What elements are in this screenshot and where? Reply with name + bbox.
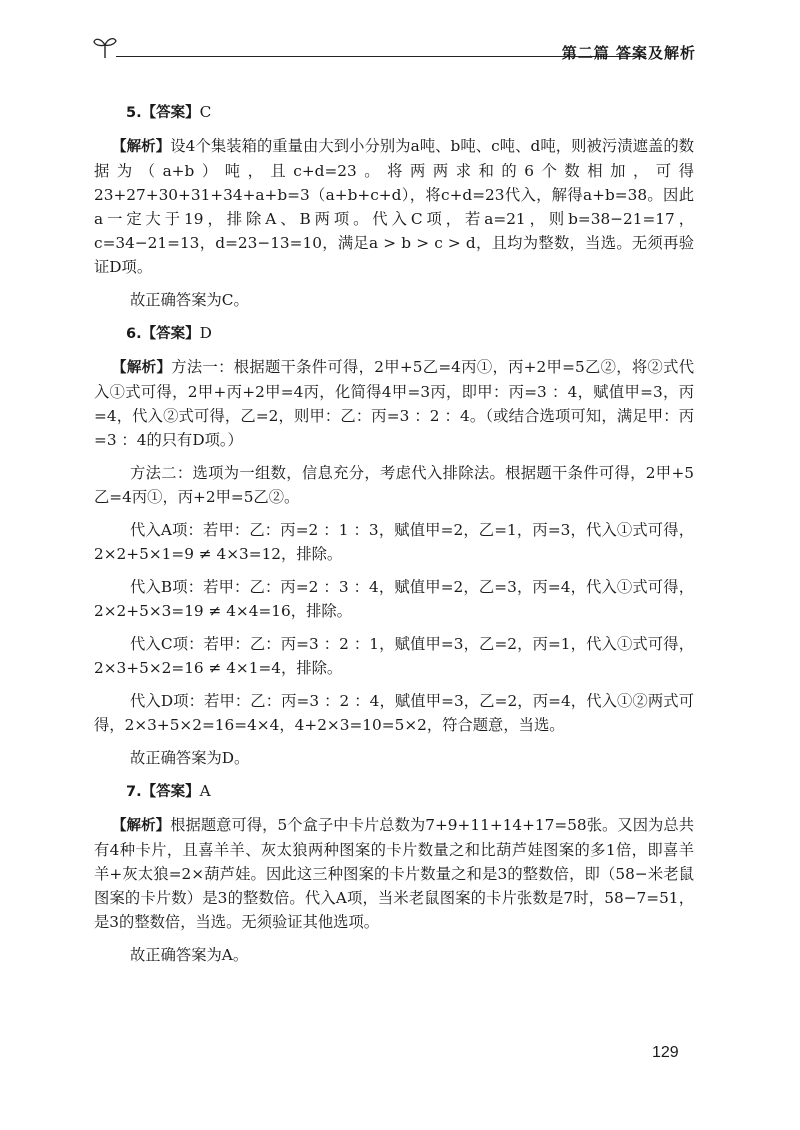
conclusion-6: 故正确答案为D。 xyxy=(130,749,250,767)
analysis-text: 方法一：根据题干条件可得，2甲+5乙=4丙①，丙+2甲=5乙②，将②式代入①式可得，2甲+丙+2甲=4丙，化简得4甲=3丙，即甲：丙=3 ：4，赋值甲=3，丙=4，代入②式可得，乙=2，则甲：乙：丙=3 ：2 ：4。（或结合选项可知，满足甲：丙=3 ：4的只有D项。） xyxy=(94,358,694,449)
answer-label: 【答案】 xyxy=(141,784,200,800)
analysis-paragraph-5 xyxy=(94,134,694,279)
answer-number: 5. xyxy=(126,105,142,121)
answer-content xyxy=(94,100,694,976)
sprout-icon xyxy=(92,34,118,60)
analysis-text: 设4个集装箱的重量由大到小分别为a吨、b吨、c吨、d吨，则被污渍遮盖的数据为（a+b）吨，且c+d=23。将两两求和的6个数相加，可得23+27+30+31+34+a+b=3（a+b+c+d），将c+d=23代入，解得a+b=38。因此a一定大于19，排除A、B两项。代入C项，若a=21，则b=38−21=17，c=34−21=13，d=23−13=10，满足a > b > c > d，且均为整数，当选。无须再验证D项。 xyxy=(94,137,695,276)
answer-value: D xyxy=(199,324,212,342)
analysis-label: 【解析】 xyxy=(112,139,171,155)
analysis-text: 根据题意可得，5个盒子中卡片总数为7+9+11+14+17=58张。又因为总共有4种卡片，且喜羊羊、灰太狼两种图案的卡片数量之和比葫芦娃图案的多1倍，即喜羊羊+灰太狼=2×葫芦娃。因此这三种图案的卡片数量之和是3的整数倍，即（58−米老鼠图案的卡片数）是3的整数倍。代入A项，当米老鼠图案的卡片张数是7时，58−7=51，是3的整数倍，当选。无须验证其他选项。 xyxy=(94,816,694,931)
analysis-label: 【解析】 xyxy=(112,360,172,376)
answer-label: 【答案】 xyxy=(141,105,200,121)
page-header xyxy=(92,28,696,68)
analysis-paragraph-7 xyxy=(94,813,694,934)
answer-heading-7 xyxy=(94,779,694,804)
answer-heading-6 xyxy=(94,321,694,346)
option-d-check: 代入D项：若甲：乙：丙=3 ：2 ：4，赋值甲=3，乙=2，丙=4，代入①②两式可得，2×3+5×2=16=4×4，4+2×3=10=5×2，符合题意，当选。 xyxy=(94,692,694,734)
answer-number: 6. xyxy=(126,326,142,342)
answer-heading-5 xyxy=(94,100,694,125)
analysis-paragraph-6 xyxy=(94,355,694,452)
answer-label: 【答案】 xyxy=(141,326,200,342)
option-c-check: 代入C项：若甲：乙：丙=3 ：2 ：1，赋值甲=3，乙=2，丙=1，代入①式可得，2×3+5×2=16 ≠ 4×1=4，排除。 xyxy=(94,635,694,677)
page-number: 129 xyxy=(652,1044,679,1061)
answer-value: A xyxy=(199,782,211,800)
answer-number: 7. xyxy=(126,784,142,800)
header-title: 第二篇 答案及解析 xyxy=(561,44,696,62)
option-a-check: 代入A项：若甲：乙：丙=2 ：1 ：3，赋值甲=2，乙=1，丙=3，代入①式可得，2×2+5×1=9 ≠ 4×3=12，排除。 xyxy=(94,521,694,563)
analysis-label: 【解析】 xyxy=(112,818,171,834)
conclusion-7: 故正确答案为A。 xyxy=(130,946,249,964)
answer-value: C xyxy=(199,103,212,121)
conclusion-5: 故正确答案为C。 xyxy=(130,291,249,309)
option-b-check: 代入B项：若甲：乙：丙=2 ：3 ：4，赋值甲=2，乙=3，丙=4，代入①式可得，2×2+5×3=19 ≠ 4×4=16，排除。 xyxy=(94,578,694,620)
method-two-paragraph: 方法二：选项为一组数，信息充分，考虑代入排除法。根据题干条件可得，2甲+5乙=4丙①，丙+2甲=5乙②。 xyxy=(94,464,694,506)
